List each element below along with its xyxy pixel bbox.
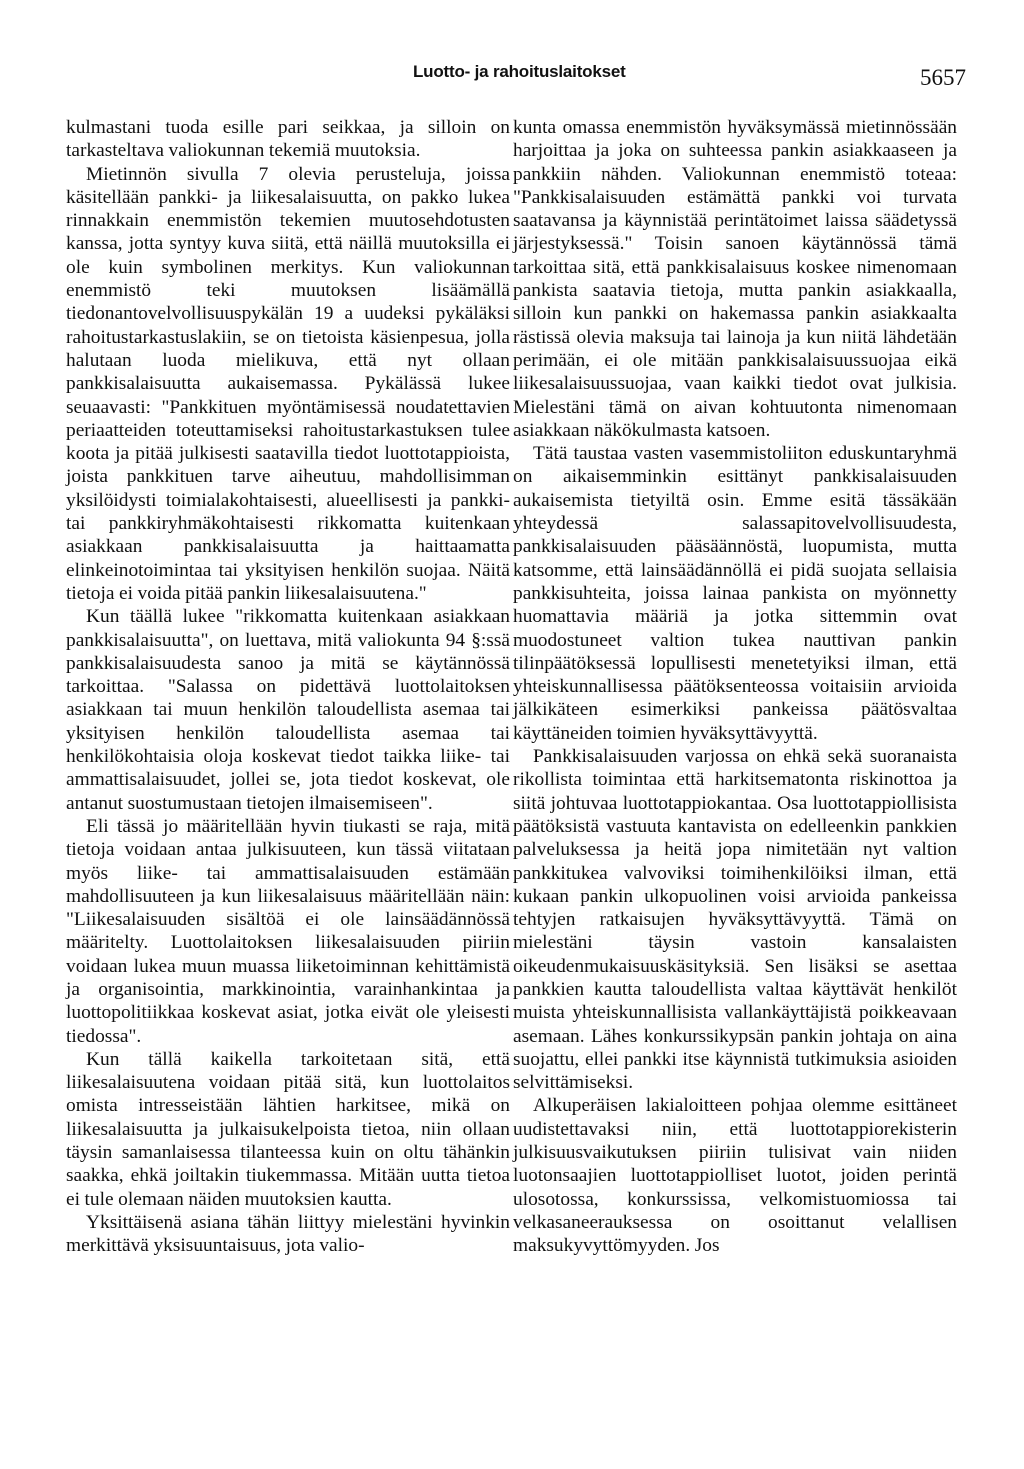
paragraph: Kun tällä kaikella tarkoitetaan sitä, että liikesalaisuutena voidaan pitää sitä, kun luottolaitos omista intresseistään lähtien harkitsee, mikä on liikesalaisuutta ja julkaisukelpoista tietoa, niin ollaan täysin samanlaisessa tilanteessa kuin on oltu tähänkin saakka, ehkä joiltakin tiukemmassa. Mitään uutta tietoa ei tule olemaan näiden muutoksien kautta. (66, 1048, 510, 1210)
paragraph: Pankkisalaisuuden varjossa on ehkä sekä suoranaista rikollista toimintaa että harkitsematonta riskinottoa ja siitä johtuvaa luottotappiokantaa. Osa luottotappiollisista päätöksistä vastuuta kantavista on edelleenkin pankkien palveluksessa ja heitä jopa nimitetään nyt valtion pankkitukea valvoviksi toimihenkilöiksi ilman, että kukaan pankin ulkopuolinen voisi arvioida pankeissa tehtyjen ratkaisujen hyväksyttävyyttä. Tämä on mielestäni täysin vastoin kansalaisten oikeudenmukaisuuskäsityksiä. Sen lisäksi se asettaa pankkien kautta taloudellista valtaa käyttävät henkilöt muista yhteiskunnallisista vallankäyttäjistä poikkeavaan asemaan. Lähes konkurssikypsän pankin johtaja on aina suojattu, ellei pankki itse käynnistä tutkimuksia asioiden selvittämiseksi. (513, 746, 957, 1094)
paragraph: kulmastani tuoda esille pari seikkaa, ja silloin on tarkasteltava valiokunnan tekemiä muutoksia. (66, 117, 510, 162)
paragraph: Mietinnön sivulla 7 olevia perusteluja, joissa käsitellään pankki- ja liikesalaisuutta, on pakko lukea rinnakkain enemmistön tekemien muutosehdotusten kanssa, jotta syntyy kuva siitä, että näillä muutoksilla ei ole kuin symbolinen merkitys. Kun valiokunnan enemmistö teki muutoksen lisäämällä tiedonantovelvollisuuspykälän 19 a uudeksi pykäläksi rahoitustarkastuslakiin, se on tietoista käsienpesua, jolla halutaan luoda mielikuva, että nyt ollaan pankkisalaisuutta aukaisemassa. Pykälässä lukee seuaavasti: "Pankkituen myöntämisessä noudatettavien periaatteiden toteuttamiseksi rahoitustarkastuksen tulee koota ja pitää julkisesti saatavilla tiedot luottotappioista, joista pankkituen tarve aiheutuu, mahdollisimman yksilöidysti toimialakohtaisesti, alueellisesti ja pankki- tai pankkiryhmäkohtaisesti rikkomatta kuitenkaan asiakkaan pankkisalaisuutta ja haittaamatta elinkeinotoimintaa tai yksityisen henkilön suojaa. Näitä tietoja ei voida pitää pankin liikesalaisuutena." (66, 163, 510, 604)
paragraph: Yksittäisenä asiana tähän liittyy mielestäni hyvinkin merkittävä yksisuuntaisuus, jota valio- (66, 1211, 510, 1257)
left-column (66, 116, 510, 1258)
paragraph: Tätä taustaa vasten vasemmistoliiton eduskuntaryhmä on aikaisemminkin esittänyt pankkisalaisuuden aukaisemista tietyiltä osin. Emme esitä tässäkään yhteydessä salassapitovelvollisuudesta, pankkisalaisuuden pääsäännöstä, luopumista, mutta katsomme, että lainsäädännöllä ei pidä suojata sellaisia pankkisuhteita, joissa lainaa pankista on myönnetty huomattavia määriä ja jotka sittemmin ovat muodostuneet valtion tukea nauttivan pankin tilinpäätöksessä lopullisesti menetetyiksi ilman, että yhteiskunnallisessa päätöksenteossa voitaisiin arvioida jälkikäteen esimerkiksi pankeissa päätösvaltaa käyttäneiden toimien hyväksyttävyyttä. (513, 443, 957, 744)
running-header (0, 62, 1024, 92)
page-number: 5657 (920, 65, 966, 90)
paragraph: kunta omassa enemmistön hyväksymässä mietinnössään harjoittaa ja joka on suhteessa pankin asiakkaaseen ja pankkiin nähden. Valiokunnan enemmistö toteaa: "Pankkisalaisuuden estämättä pankki voi turvata saatavansa ja käynnistää perintätoimet laissa säädetyssä järjestyksessä." Toisin sanoen käytännössä tämä tarkoittaa sitä, että pankkisalaisuus koskee nimenomaan pankista saatavia tietoja, mutta pankin asiakkaalla, silloin kun pankki on hakemassa pankin asiakkaalta rästissä olevia maksuja tai lainoja ja kun niitä lähdetään perimään, ei ole mitään pankkisalaisuussuojaa eikä liikesalaisuussuojaa, vaan kaikki tiedot ovat julkisia. Mielestäni tämä on aivan kohtuutonta nimenomaan asiakkaan näkökulmasta katsoen. (513, 117, 957, 441)
running-title: Luotto- ja rahoituslaitokset (413, 62, 626, 81)
right-column (513, 116, 957, 1258)
paragraph: Kun täällä lukee "rikkomatta kuitenkaan asiakkaan pankkisalaisuutta", on luettava, mitä valiokunta 94 §:ssä pankkisalaisuudesta sanoo ja mitä se käytännössä tarkoittaa. "Salassa on pidettävä luottolaitoksen asiakkaan tai muun henkilön taloudellista asemaa tai yksityisen henkilön taloudellista asemaa tai henkilökohtaisia oloja koskevat tiedot taikka liike- tai ammattisalaisuudet, jollei se, jota tiedot koskevat, ole antanut suostumustaan tietojen ilmaisemiseen". (66, 606, 510, 814)
paragraph: Alkuperäisen lakialoitteen pohjaa olemme esittäneet uudistettavaksi niin, että luottotappiorekisterin julkisuusvaikutuksen piiriin tulisivat vain niiden luotonsaajien luottotappiolliset luotot, joiden perintä ulosotossa, konkurssissa, velkomistuomiossa tai velkasaneerauksessa on osoittanut velallisen maksukyvyttömyyden. Jos (513, 1095, 957, 1257)
paragraph: Eli tässä jo määritellään hyvin tiukasti se raja, mitä tietoja voidaan antaa julkisuuteen, kun tässä viitataan myös liike- tai ammattisalaisuuden estämään mahdollisuuteen ja kun liikesalaisuus määritellään näin: "Liikesalaisuuden sisältöä ei ole lainsäädännössä määritelty. Luottolaitoksen liikesalaisuuden piiriin voidaan lukea muun muassa liiketoiminnan kehittämistä ja organisointia, markkinointia, varainhankintaa ja luottopolitiikkaa koskevat asiat, jotka eivät ole yleisesti tiedossa". (66, 815, 510, 1047)
